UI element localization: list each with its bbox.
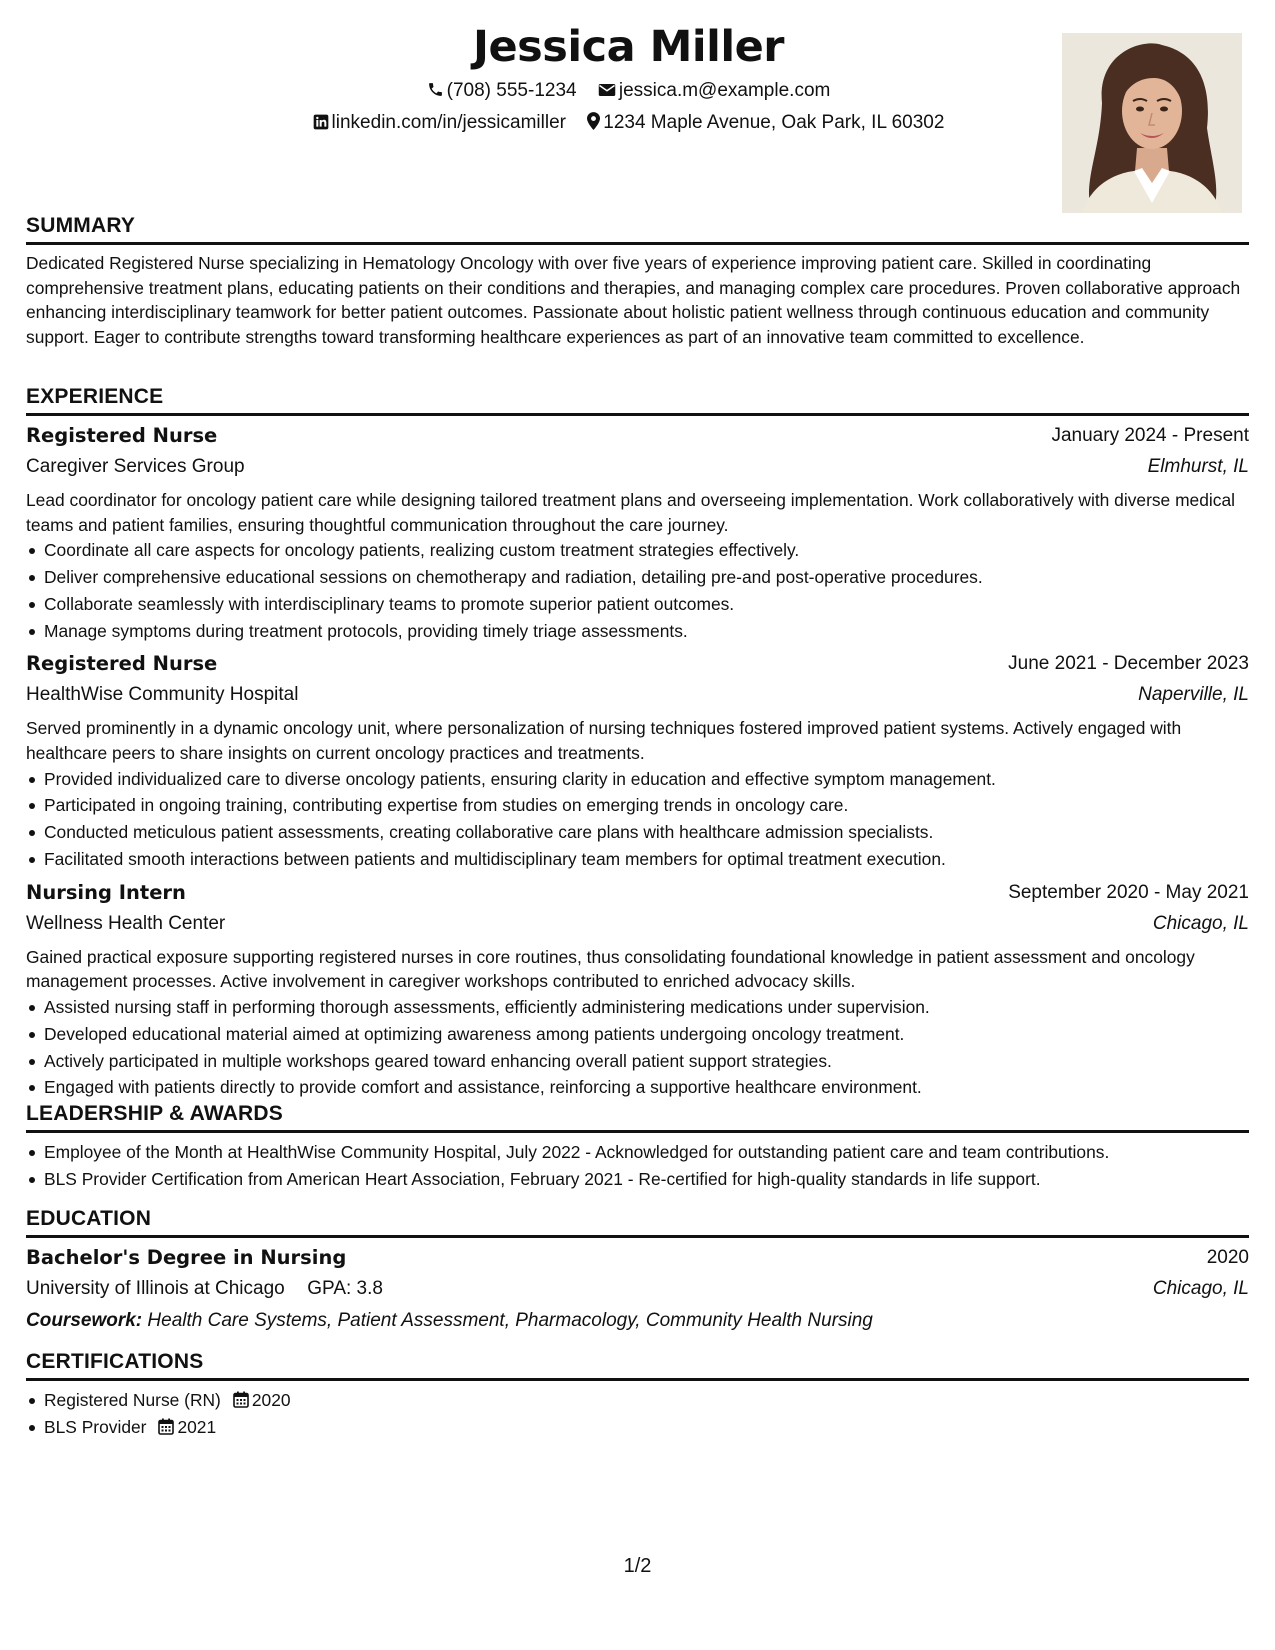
leadership-heading: LEADERSHIP & AWARDS (26, 1102, 1249, 1133)
list-item: Developed educational material aimed at optimizing awareness among patients undergoing oncology treatment. (44, 1021, 1249, 1048)
list-item: Manage symptoms during treatment protocols, providing timely triage assessments. (44, 618, 1249, 645)
map-pin-icon (587, 112, 603, 133)
list-item: Deliver comprehensive educational sessions on chemotherapy and radiation, detailing pre-and post-operative procedures. (44, 564, 1249, 591)
job-bullets (26, 537, 1249, 644)
job-description: Lead coordinator for oncology patient care while designing tailored treatment plans and overseeing implementation. Work collaboratively with diverse medical teams and patient families, ensuring thoughtful communication throughout the care journey. (26, 490, 1235, 535)
education-section (26, 1207, 1249, 1332)
coursework-list: Health Care Systems, Patient Assessment, Pharmacology, Community Health Nursing (147, 1310, 873, 1331)
list-item: Assisted nursing staff in performing thorough assessments, efficiently administering medications under supervision. (44, 994, 1249, 1021)
certifications-section (26, 1350, 1249, 1441)
summary-text: Dedicated Registered Nurse specializing in Hematology Oncology with over five years of experience improving patient care. Skilled in coordinating comprehensive treatment plans, educating patients on their conditions and therapies, and managing complex care procedures. Proven collaborative approach enhancing interdisciplinary teamwork for better patient outcomes. Passionate about holistic patient wellness through continuous education and community support. Eager to contribute strengths toward transforming healthcare experiences as part of an innovative team committed to excellence. (26, 253, 1241, 347)
envelope-icon (598, 80, 619, 101)
certifications-heading: CERTIFICATIONS (26, 1350, 1249, 1381)
phone-contact (427, 80, 577, 102)
job-dates: June 2021 - December 2023 (1008, 653, 1249, 675)
job-bullets (26, 994, 1249, 1101)
summary-section (26, 214, 1249, 349)
contact-row-2 (26, 112, 1231, 134)
summary-heading: SUMMARY (26, 214, 1249, 245)
candidate-name: Jessica Miller (473, 22, 784, 72)
address-text: 1234 Maple Avenue, Oak Park, IL 60302 (603, 112, 945, 133)
degree-title: Bachelor's Degree in Nursing (26, 1246, 347, 1269)
education-heading: EDUCATION (26, 1207, 1249, 1238)
list-item: BLS Provider Certification from American Heart Association, February 2021 - Re-certified for high-quality standards in life support. (44, 1166, 1249, 1193)
job-entry (26, 652, 1249, 872)
graduation-year: 2020 (1206, 1247, 1249, 1268)
list-item: Coordinate all care aspects for oncology patients, realizing custom treatment strategies effectively. (44, 537, 1249, 564)
email-contact[interactable] (598, 80, 830, 102)
address-contact (587, 112, 944, 134)
calendar-icon (146, 1417, 177, 1437)
phone-icon (427, 80, 447, 101)
school-name: University of Illinois at Chicago (26, 1278, 285, 1299)
linkedin-contact[interactable] (313, 112, 566, 134)
resume-header (26, 0, 1249, 215)
job-location: Chicago, IL (1152, 912, 1249, 934)
coursework (26, 1310, 1249, 1332)
job-location: Naperville, IL (1138, 684, 1249, 706)
list-item: Actively participated in multiple workshops geared toward enhancing overall patient support strategies. (44, 1048, 1249, 1075)
job-description: Gained practical exposure supporting registered nurses in core routines, thus consolidating foundational knowledge in patient assessment and oncology management processes. Active involvement in caregiver workshops contributed to enriched advocacy skills. (26, 946, 1195, 992)
cert-year: 2021 (177, 1416, 217, 1437)
job-entry (26, 424, 1249, 644)
job-location: Elmhurst, IL (1147, 456, 1249, 477)
job-description: Served prominently in a dynamic oncology unit, where personalization of nursing techniques fostered improved patient systems. Actively engaged with healthcare peers to share insights on current oncology practices and treatments. (26, 718, 1182, 763)
coursework-label: Coursework: (26, 1310, 143, 1331)
list-item: Conducted meticulous patient assessments, creating collaborative care plans with healthcare admission specialists. (44, 819, 1249, 846)
cert-name: BLS Provider (44, 1416, 147, 1437)
job-company: HealthWise Community Hospital (26, 684, 299, 706)
cert-year: 2020 (251, 1390, 291, 1410)
job-company: Caregiver Services Group (26, 456, 245, 477)
job-dates: September 2020 - May 2021 (1008, 881, 1249, 903)
certifications-list (26, 1387, 1249, 1441)
list-item: Engaged with patients directly to provide comfort and assistance, reinforcing a supportive healthcare environment. (44, 1074, 1249, 1101)
job-entry (26, 881, 1249, 1101)
cert-name: Registered Nurse (RN) (44, 1390, 221, 1410)
linkedin-icon (313, 112, 332, 133)
job-title: Nursing Intern (26, 880, 186, 904)
job-company: Wellness Health Center (26, 912, 226, 934)
experience-section (26, 385, 1249, 1101)
experience-heading: EXPERIENCE (26, 385, 1249, 416)
profile-photo (1062, 33, 1242, 213)
gpa: GPA: 3.8 (307, 1278, 383, 1299)
list-item (44, 1387, 1249, 1414)
linkedin-text: linkedin.com/in/jessicamiller (331, 112, 566, 133)
list-item: Employee of the Month at HealthWise Community Hospital, July 2022 - Acknowledged for outstanding patient care and team contributions. (44, 1139, 1249, 1166)
contact-row-1 (26, 80, 1231, 102)
list-item: Provided individualized care to diverse oncology patients, ensuring clarity in education and effective symptom management. (44, 766, 1249, 793)
list-item: Collaborate seamlessly with interdisciplinary teams to promote superior patient outcomes. (44, 591, 1249, 618)
job-title: Registered Nurse (26, 652, 218, 676)
list-item: Participated in ongoing training, contributing expertise from studies on emerging trends in oncology care. (44, 792, 1249, 819)
list-item (44, 1414, 1249, 1441)
leadership-list (26, 1139, 1249, 1193)
page-number: 1/2 (623, 1555, 652, 1577)
phone-text: (708) 555-1234 (446, 80, 577, 101)
list-item: Facilitated smooth interactions between patients and multidisciplinary team members for optimal treatment execution. (44, 846, 1249, 873)
education-entry (26, 1246, 1249, 1332)
school-location: Chicago, IL (1152, 1278, 1249, 1299)
job-title: Registered Nurse (26, 424, 218, 447)
calendar-icon (221, 1390, 252, 1410)
leadership-section (26, 1102, 1249, 1193)
email-text: jessica.m@example.com (618, 80, 831, 101)
resume-page (26, 0, 1249, 1437)
job-bullets (26, 766, 1249, 873)
job-dates: January 2024 - Present (1051, 425, 1249, 446)
